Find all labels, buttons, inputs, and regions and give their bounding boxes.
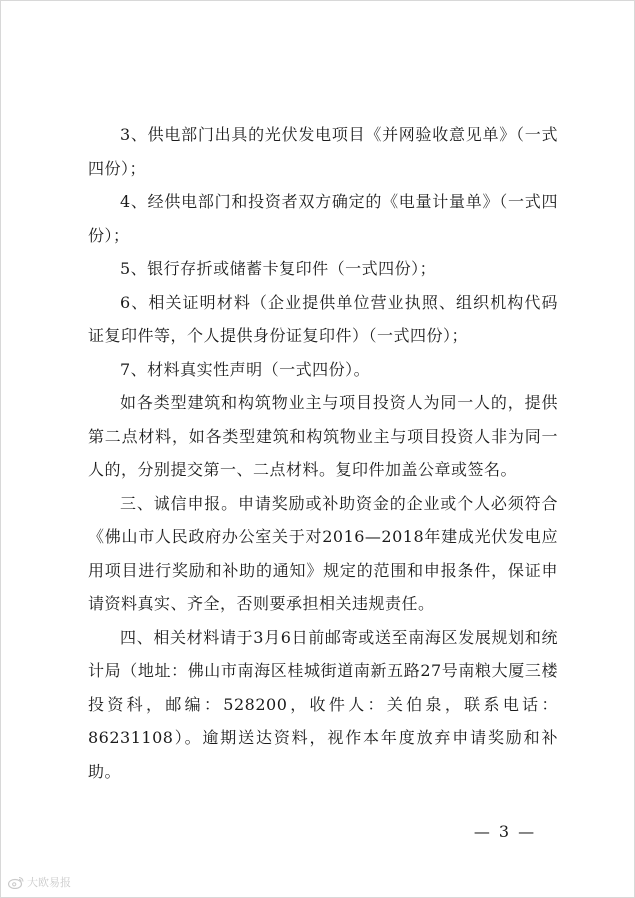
paragraph-item-4: 4、经供电部门和投资者双方确定的《电量计量单》（一式四份）； bbox=[88, 192, 558, 245]
paragraph-submission: 四、相关材料请于3月6日前邮寄或送至南海区发展规划和统计局（地址：佛山市南海区桂城街道南新五路27号南粮大厦三楼投资科，邮编：528200，收件人：关伯泉，联系电话：86231108）。逾期送达资料，视作本年度放弃申请奖励和补助。 bbox=[88, 627, 558, 781]
weibo-icon bbox=[8, 876, 24, 889]
document-body bbox=[88, 118, 558, 788]
paragraph-item-3: 3、供电部门出具的光伏发电项目《并网验收意见单》（一式四份）； bbox=[88, 125, 558, 178]
paragraph-item-7: 7、材料真实性声明（一式四份）。 bbox=[120, 359, 371, 379]
paragraph-item-5: 5、银行存折或储蓄卡复印件（一式四份）； bbox=[120, 259, 437, 278]
paragraph-integrity-declaration: 三、诚信申报。申请奖励或补助资金的企业或个人必须符合《佛山市人民政府办公室关于对2016—2018年建成光伏发电应用项目进行奖励和补助的通知》规定的范围和申报条件，保证申请资料真实、齐全，否则要承担相关违规责任。 bbox=[88, 493, 558, 613]
watermark-text: 大欧易报 bbox=[27, 876, 71, 889]
page-number: — 3 — bbox=[473, 822, 537, 841]
paragraph-note: 如各类型建筑和构筑物业主与项目投资人为同一人的，提供第二点材料，如各类型建筑和构筑物业主与项目投资人非为同一人的，分别提交第一、二点材料。复印件加盖公章或签名。 bbox=[88, 393, 558, 479]
paragraph-item-6: 6、相关证明材料（企业提供单位营业执照、组织机构代码证复印件等，个人提供身份证复印件）（一式四份）； bbox=[88, 292, 558, 345]
watermark bbox=[8, 874, 71, 890]
